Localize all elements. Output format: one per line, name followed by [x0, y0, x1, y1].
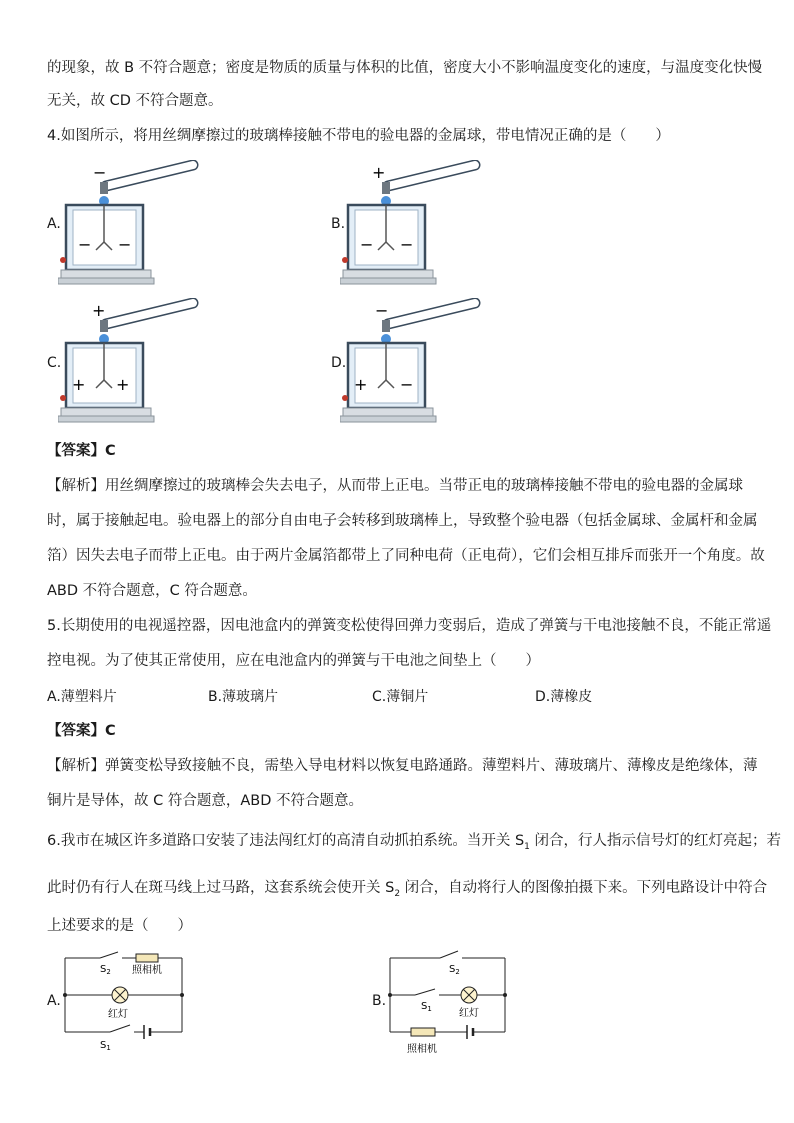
camera-label: 照相机 [132, 965, 162, 976]
rod-charge-sign: + [372, 163, 386, 182]
right-leaf-charge: + [116, 375, 130, 394]
question-6-cont [47, 878, 767, 904]
explanation-line: 箔）因失去电子而带上正电。由于两片金属箔都带上了同种电荷（正电荷），它们会相互排斥而张开一个角度。故 [47, 548, 765, 564]
rod-charge-sign: − [93, 163, 107, 182]
explanation-line: ABD 不符合题意，C 符合题意。 [47, 583, 257, 599]
answer-4: 【答案】C [47, 443, 116, 459]
left-leaf-charge: − [360, 235, 374, 254]
switch-s2-label: $S_2$ [100, 964, 111, 976]
text-span: 闭合，行人指示信号灯的红灯亮起；若 [529, 833, 781, 849]
lamp-label: 红灯 [108, 1009, 128, 1020]
right-leaf-charge: − [118, 235, 132, 254]
electroscope-figure-b [340, 160, 500, 290]
rod-charge-sign: + [92, 301, 106, 320]
question-6-cont: 上述要求的是（ ） [47, 918, 192, 934]
electroscope-figure-a [58, 160, 218, 290]
left-leaf-charge: + [72, 375, 86, 394]
q4-option-a-label: A. [47, 216, 61, 232]
right-leaf-charge: − [400, 235, 414, 254]
rod-charge-sign: − [375, 301, 389, 320]
circuit-figure-a [60, 950, 190, 1055]
question-5: 5.长期使用的电视遥控器，因电池盒内的弹簧变松使得回弹力变弱后，造成了弹簧与干电池接触不良，不能正常遥 [47, 618, 772, 634]
q4-option-d-label: D. [331, 355, 347, 371]
q5-option-b: B.薄玻璃片 [208, 689, 279, 705]
text-span: 闭合，自动将行人的图像拍摄下来。下列电路设计中符合 [400, 880, 768, 896]
explanation-line: 【解析】用丝绸摩擦过的玻璃棒会失去电子，从而带上正电。当带正电的玻璃棒接触不带电的验电器的金属球 [47, 478, 743, 494]
question-6 [47, 831, 781, 857]
answer-5: 【答案】C [47, 723, 116, 739]
q6-option-a-label: A. [47, 993, 61, 1009]
q6-option-b-label: B. [372, 993, 387, 1009]
question-4: 4.如图所示，将用丝绸摩擦过的玻璃棒接触不带电的验电器的金属球，带电情况正确的是（ ） [47, 128, 670, 144]
right-leaf-charge: − [400, 375, 414, 394]
q5-option-a: A.薄塑料片 [47, 689, 117, 705]
explanation-line: 【解析】弹簧变松导致接触不良，需垫入导电材料以恢复电路通路。薄塑料片、薄玻璃片、薄橡皮是绝缘体，薄 [47, 758, 758, 774]
circuit-figure-b [385, 950, 515, 1060]
q5-option-c: C.薄铜片 [372, 689, 429, 705]
q4-option-b-label: B. [331, 216, 346, 232]
text-span: 此时仍有行人在斑马线上过马路，这套系统会使开关 S [47, 880, 395, 896]
subscript: 2 [394, 888, 401, 899]
text-span: 6.我市在城区许多道路口安装了违法闯红灯的高清自动抓拍系统。当开关 S [47, 833, 525, 849]
left-leaf-charge: + [354, 375, 368, 394]
electroscope-figure-d [340, 298, 500, 428]
switch-s1-label: $S_1$ [421, 1001, 432, 1013]
electroscope-figure-c [58, 298, 218, 428]
q5-option-d: D.薄橡皮 [535, 689, 593, 705]
text-line: 的现象，故 B 不符合题意；密度是物质的质量与体积的比值，密度大小不影响温度变化的速度，与温度变化快慢 [47, 60, 763, 76]
explanation-line: 时，属于接触起电。验电器上的部分自由电子会转移到玻璃棒上，导致整个验电器（包括金属球、金属杆和金属 [47, 513, 758, 529]
question-5-cont: 控电视。为了使其正常使用，应在电池盒内的弹簧与干电池之间垫上（ ） [47, 653, 540, 669]
lamp-label: 红灯 [459, 1008, 479, 1019]
explanation-line: 铜片是导体，故 C 符合题意，ABD 不符合题意。 [47, 793, 363, 809]
q4-option-c-label: C. [47, 355, 62, 371]
switch-s2-label: $S_2$ [449, 964, 460, 976]
text-line: 无关，故 CD 不符合题意。 [47, 93, 223, 109]
switch-s1-label: $S_1$ [100, 1040, 111, 1052]
left-leaf-charge: − [78, 235, 92, 254]
camera-label: 照相机 [407, 1044, 437, 1055]
subscript: 1 [524, 841, 530, 852]
